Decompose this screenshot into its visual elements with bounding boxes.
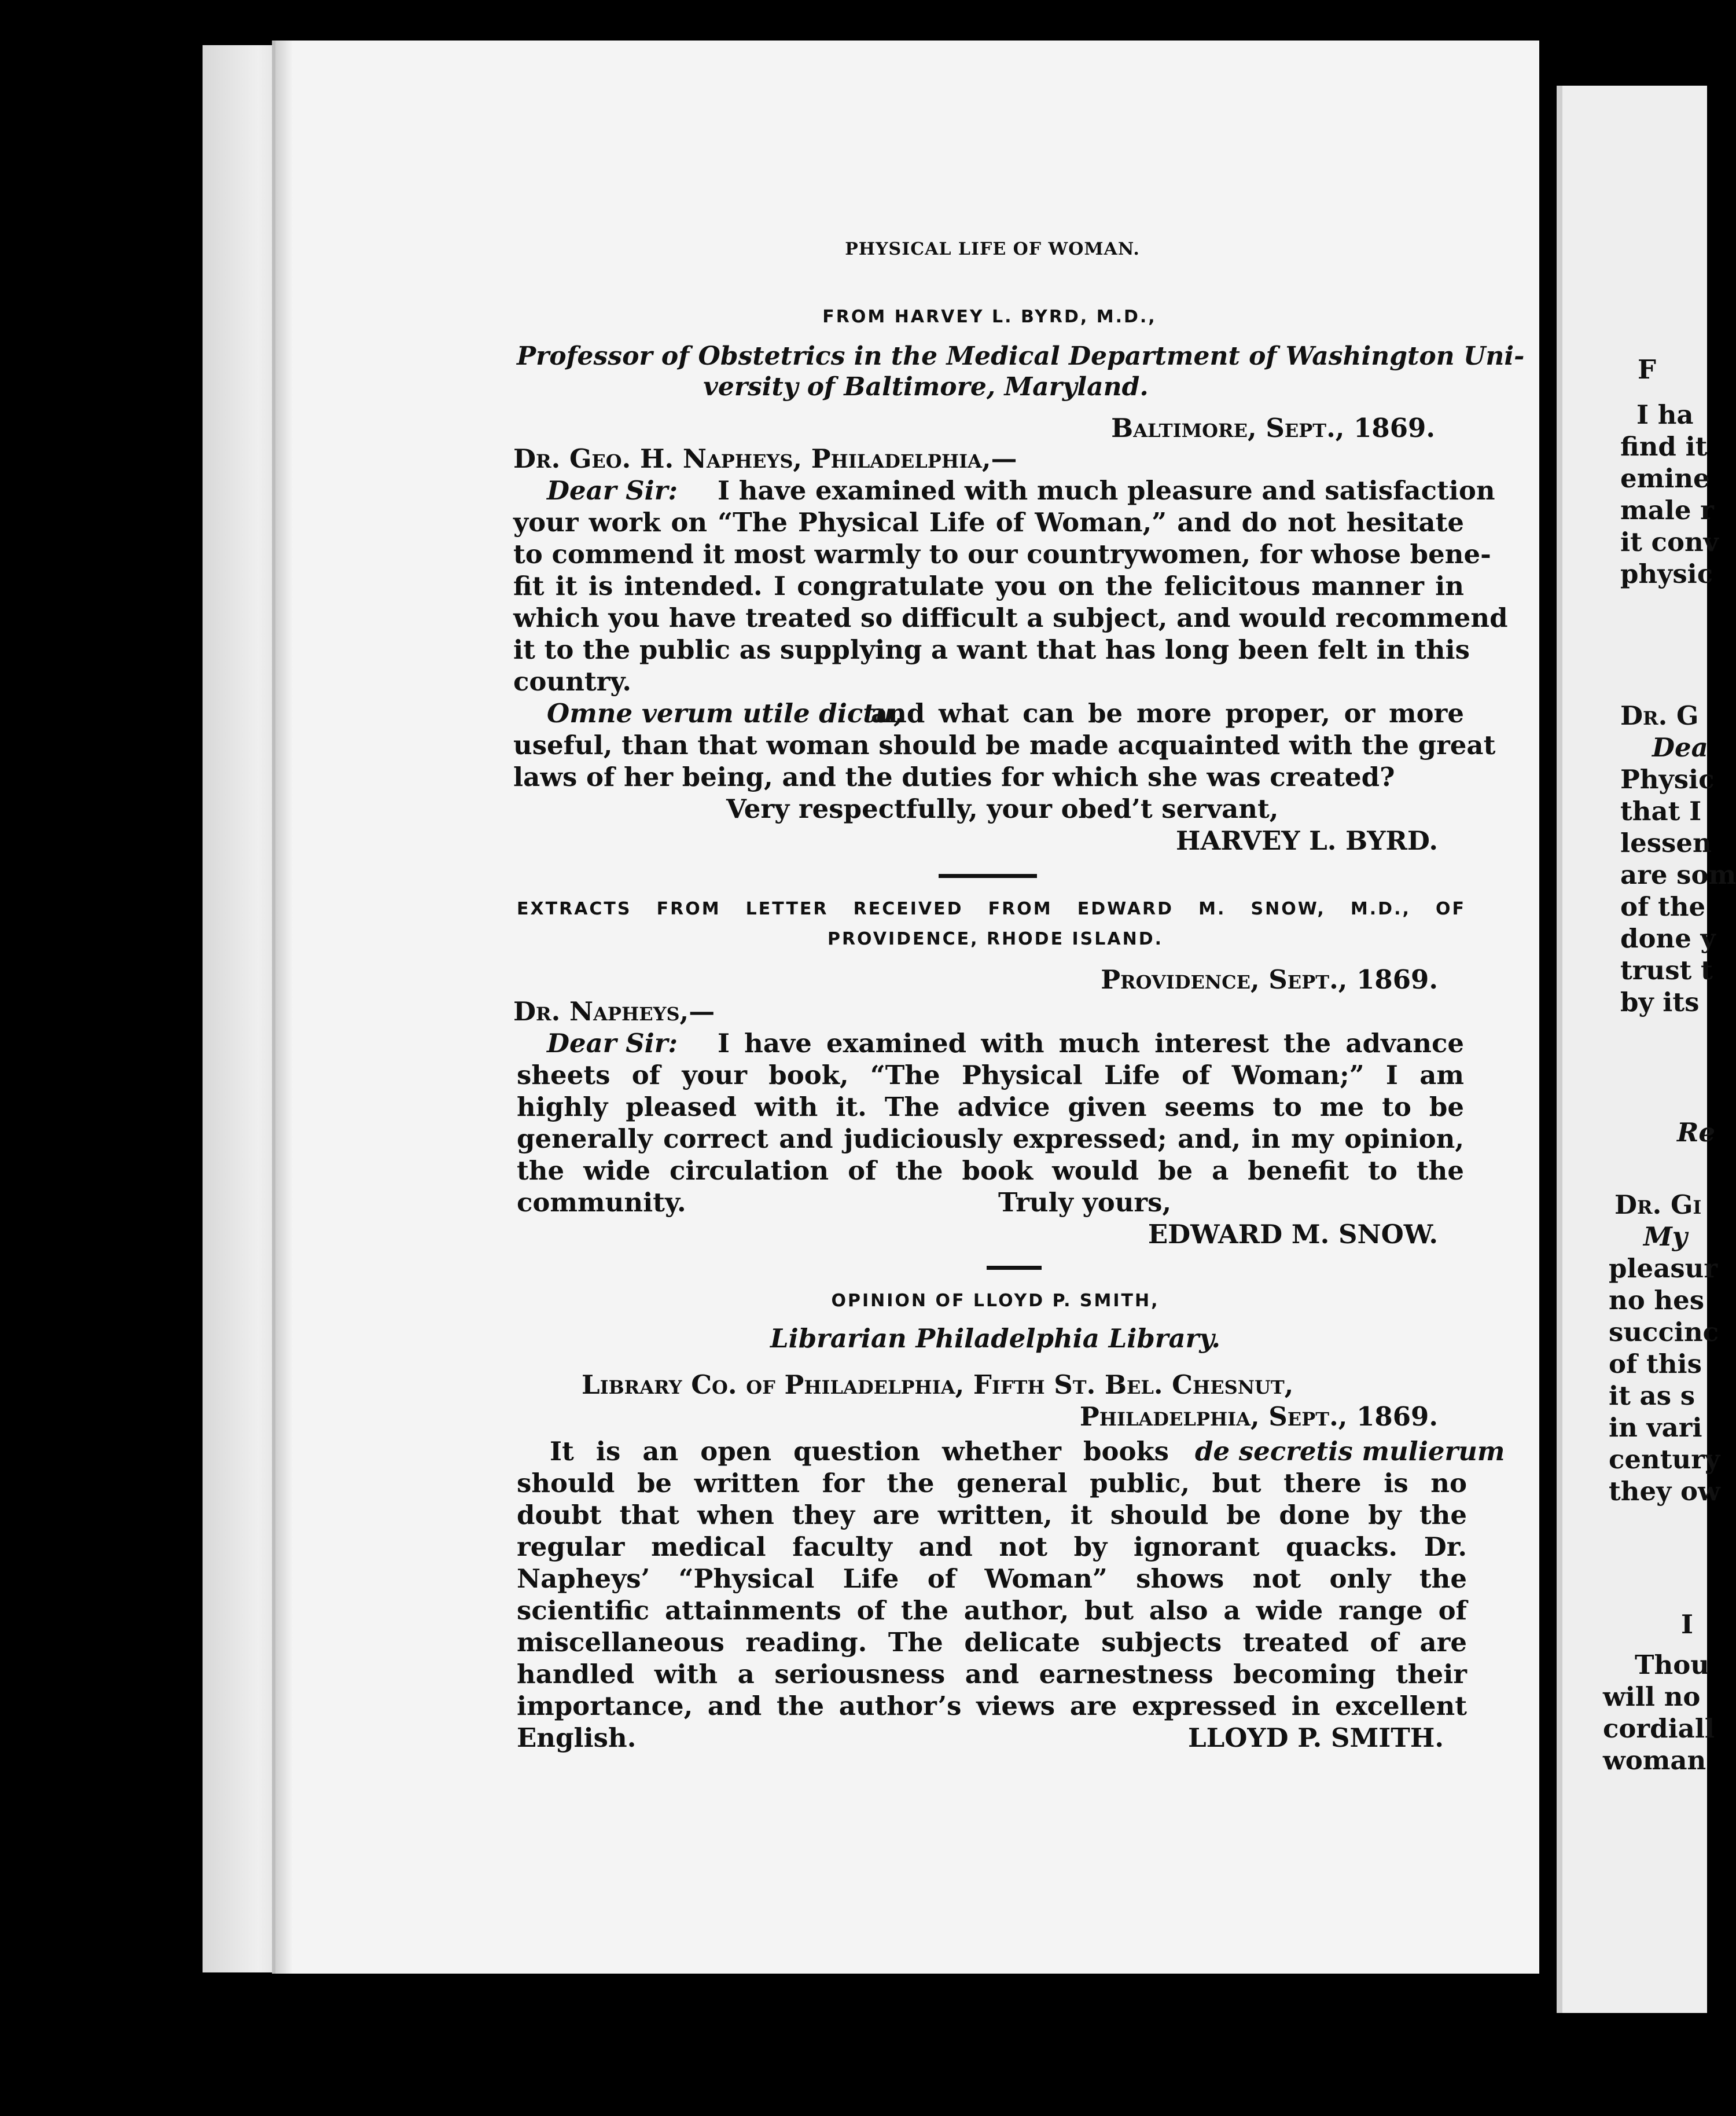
byrd-line: it to the public as supplying a want that has long been felt in this	[513, 634, 1470, 665]
smith-signature: LLOYD P. SMITH.	[1187, 1722, 1444, 1753]
byrd-line: country.	[513, 666, 631, 697]
byrd-closing: Very respectfully, your obed’t servant,	[726, 794, 1279, 824]
byrd-line: useful, than that woman should be made acquainted with the great	[513, 730, 1496, 761]
facing-fragment: it as s	[1609, 1380, 1695, 1411]
smith-line: doubt that when they are written, it should be done by the	[517, 1500, 1467, 1530]
facing-fragment: Thou	[1635, 1650, 1709, 1680]
byrd-line: I have examined with much pleasure and satisfaction	[718, 475, 1495, 506]
snow-closing: Truly yours,	[998, 1187, 1172, 1218]
facing-fragment: trust t	[1620, 955, 1713, 986]
section-rule	[939, 874, 1037, 878]
facing-fragment: Physic	[1620, 764, 1715, 795]
smith-line: It is an open question whether books	[550, 1436, 1169, 1467]
smith-subtitle: Librarian Philadelphia Library.	[770, 1323, 1221, 1354]
byrd-heading: FROM HARVEY L. BYRD, M.D.,	[822, 307, 1157, 327]
facing-fragment: pleasur	[1609, 1253, 1718, 1284]
byrd-line: your work on “The Physical Life of Woman,” and do not hesitate	[513, 507, 1464, 538]
facing-fragment: century	[1609, 1444, 1720, 1475]
snow-line: generally correct and judiciously expressed; and, in my opinion,	[517, 1123, 1464, 1154]
facing-fragment: Dr. G	[1620, 700, 1699, 731]
snow-place-date: Providence, Sept., 1869.	[1101, 964, 1438, 995]
facing-fragment: I ha	[1636, 399, 1694, 430]
snow-heading-line1: EXTRACTS FROM LETTER RECEIVED FROM EDWARD M. SNOW, M.D., OF	[517, 899, 1466, 919]
smith-latin-phrase: de secretis mulierum	[1195, 1436, 1505, 1467]
byrd-line: which you have treated so difficult a subject, and would recommend	[513, 603, 1508, 633]
smith-line: English.	[517, 1722, 637, 1753]
byrd-latin-phrase: Omne verum utile dictu,	[547, 698, 903, 729]
snow-line: I have examined with much interest the advance	[718, 1028, 1464, 1059]
facing-fragment: they ow	[1609, 1476, 1720, 1507]
snow-addressee: Dr. Napheys,—	[513, 996, 715, 1027]
running-head: PHYSICAL LIFE OF WOMAN.	[845, 239, 1140, 259]
facing-fragment: physic	[1620, 559, 1713, 589]
byrd-line: laws of her being, and the duties for which she was created?	[513, 762, 1395, 792]
smith-address-line2: Philadelphia, Sept., 1869.	[1079, 1401, 1438, 1432]
snow-line: highly pleased with it. The advice given seems to me to be	[517, 1092, 1464, 1122]
byrd-addressee: Dr. Geo. H. Napheys, Philadelphia,—	[513, 443, 1017, 474]
smith-line: scientific attainments of the author, but also a wide range of	[517, 1595, 1467, 1626]
facing-fragment: succinc	[1609, 1317, 1719, 1347]
section-rule	[987, 1266, 1042, 1270]
smith-address-line1: Library Co. of Philadelphia, Fifth St. Bel. Chesnut,	[582, 1369, 1294, 1400]
snow-line: sheets of your book, “The Physical Life of Woman;” I am	[517, 1060, 1464, 1090]
byrd-salutation: Dear Sir:	[547, 475, 678, 506]
facing-fragment: of this	[1609, 1349, 1702, 1379]
facing-fragment: it conv	[1620, 527, 1719, 557]
byrd-place-date: Baltimore, Sept., 1869.	[1111, 413, 1435, 443]
smith-line: miscellaneous reading. The delicate subjects treated of are	[517, 1627, 1467, 1658]
facing-fragment: woman	[1603, 1745, 1706, 1776]
byrd-title-line1: Professor of Obstetrics in the Medical Department of Washington Uni-	[517, 341, 1525, 371]
facing-fragment: cordiall	[1603, 1713, 1715, 1744]
facing-fragment: of the	[1620, 891, 1706, 922]
facing-fragment: lessen	[1620, 828, 1712, 858]
byrd-line: fit it is intended. I congratulate you on the felicitous manner in	[513, 571, 1464, 601]
facing-fragment: by its	[1620, 987, 1700, 1017]
snow-salutation: Dear Sir:	[547, 1028, 678, 1059]
facing-fragment: Re	[1677, 1117, 1716, 1148]
facing-fragment: emine	[1620, 463, 1710, 494]
facing-fragment: will no	[1603, 1681, 1701, 1712]
facing-fragment: F	[1638, 354, 1656, 385]
smith-line: should be written for the general public, but there is no	[517, 1468, 1467, 1498]
facing-fragment: done y	[1620, 923, 1716, 954]
snow-signature: EDWARD M. SNOW.	[1147, 1219, 1438, 1250]
facing-fragment: Dea	[1652, 732, 1708, 763]
smith-heading: OPINION OF LLOYD P. SMITH,	[831, 1291, 1160, 1311]
smith-line: importance, and the author’s views are expressed in excellent	[517, 1691, 1467, 1721]
byrd-signature: HARVEY L. BYRD.	[1175, 825, 1438, 856]
smith-line: Napheys’ “Physical Life of Woman” shows not only the	[517, 1563, 1467, 1594]
facing-fragment: in vari	[1609, 1412, 1702, 1443]
facing-fragment: male r	[1620, 495, 1714, 526]
byrd-title-line2: versity of Baltimore, Maryland.	[703, 372, 1149, 402]
facing-fragment: no hes	[1609, 1285, 1705, 1316]
byrd-line: to commend it most warmly to our countrywomen, for whose bene-	[513, 539, 1491, 570]
facing-fragment: are som	[1620, 859, 1736, 890]
facing-fragment: find it	[1620, 431, 1708, 462]
byrd-line: and what can be more proper, or more	[871, 698, 1464, 729]
smith-line: regular medical faculty and not by ignorant quacks. Dr.	[517, 1531, 1467, 1562]
snow-heading-line2: PROVIDENCE, RHODE ISLAND.	[827, 929, 1164, 949]
smith-line: handled with a seriousness and earnestness becoming their	[517, 1659, 1467, 1689]
snow-line: the wide circulation of the book would be a benefit to the	[517, 1155, 1464, 1186]
facing-fragment: My	[1643, 1221, 1687, 1252]
facing-fragment: Dr. Gi	[1614, 1189, 1702, 1220]
snow-line: community.	[517, 1187, 686, 1218]
facing-fragment: that I	[1620, 796, 1702, 826]
facing-fragment: I	[1681, 1609, 1694, 1640]
